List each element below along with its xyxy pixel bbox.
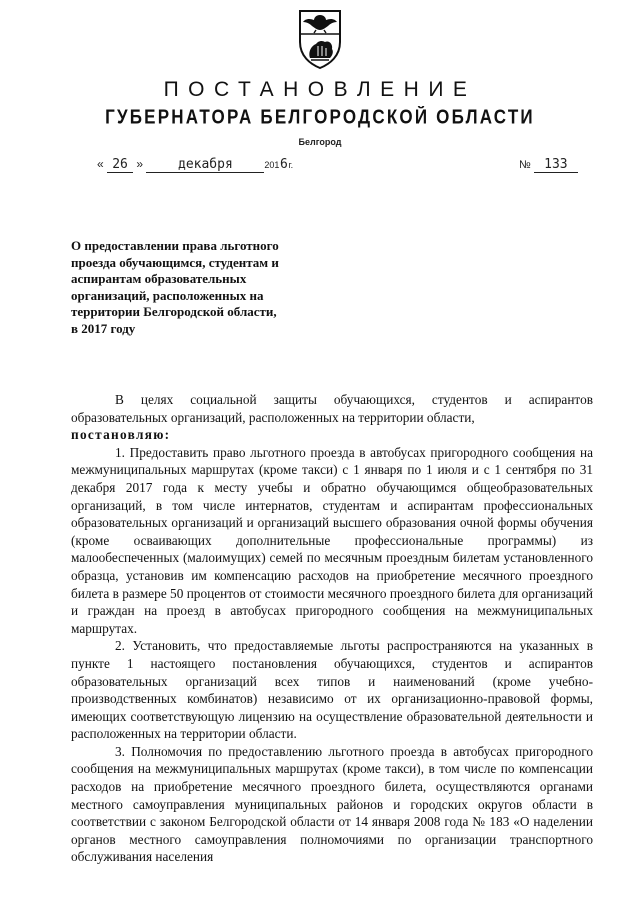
document-body	[71, 391, 593, 866]
document-title: ПОСТАНОВЛЕНИЕ	[163, 78, 477, 101]
intro-paragraph: В целях социальной защиты обучающихся, студентов и аспирантов образовательных организаций, расположенных на территории области,	[71, 392, 593, 425]
paragraph-2: 2. Установить, что предоставляемые льготы распространяются на указанных в пункте 1 настоящего постановления обучающихся, студентов и аспирантов образовательных организаций всех типов и наименований (кроме учебно-производственных комбинатов) независимо от их организационно-правовой формы, имеющих соответствующую лицензию на осуществление образовательной деятельности и расположенных на территории области.	[71, 638, 593, 742]
subject-line: территории Белгородской области,	[71, 304, 277, 320]
number-label: №	[519, 159, 531, 171]
date-year-suffix: г.	[288, 160, 294, 170]
number-value: 133	[534, 157, 578, 173]
city-label: Белгород	[298, 137, 342, 147]
issuer-title: ГУБЕРНАТОРА БЕЛГОРОДСКОЙ ОБЛАСТИ	[105, 106, 535, 129]
date-day: 26	[107, 157, 133, 173]
paragraph-1: 1. Предоставить право льготного проезда в автобусах пригородного сообщения на межмуниципальных маршрутах (кроме такси) с 1 января по 1 июля и с 1 сентября по 31 декабря 2017 года к месту учебы и обратно обучающимся общеобразовательных организаций, в том числе интернатов, студентам и аспирантам профессиональных образовательных организаций и организаций высшего образования очной формы обучения (кроме осваивающих дополнительные профессиональные программы) из малообеспеченных (малоимущих) семей по месячным проездным билетам установленного образца, установив им компенсацию расходов на приобретение месячного проездного билета в размере 50 процентов от стоимости месячного проездного билета для организаций и граждан на проезд в автобусах пригородного сообщения на межмуниципальных маршрутах.	[71, 444, 593, 636]
date-close-quote: »	[136, 157, 144, 171]
subject-line: в 2017 году	[71, 320, 136, 336]
date-year-digit: 6	[280, 157, 288, 172]
date-open-quote: «	[97, 157, 104, 171]
document-subject	[71, 238, 341, 338]
date-year-prefix: 201	[264, 160, 280, 170]
subject-line: организаций, расположенных на	[71, 287, 264, 303]
document-date	[97, 157, 293, 173]
date-month: декабря	[146, 157, 264, 173]
document-number	[519, 157, 578, 173]
subject-line: аспирантам образовательных	[71, 271, 247, 287]
paragraph-3: 3. Полномочия по предоставлению льготного проезда в автобусах пригородного сообщения на межмуниципальных маршрутах (кроме такси), в том числе по компенсации расходов на приобретение месячного проездного билета, осуществляются органами местного самоуправления муниципальных районов и городских округов области в соответствии с законом Белгородской области от 14 января 2008 года № 183 «О наделении органов местного самоуправления полномочиями по организации транспортного обслуживания населения	[71, 743, 593, 865]
coat-of-arms-icon	[296, 8, 344, 70]
subject-line: проезда обучающимся, студентам и	[71, 254, 279, 270]
lead-word: постановляю:	[71, 427, 171, 443]
subject-line: О предоставлении права льготного	[71, 238, 279, 253]
